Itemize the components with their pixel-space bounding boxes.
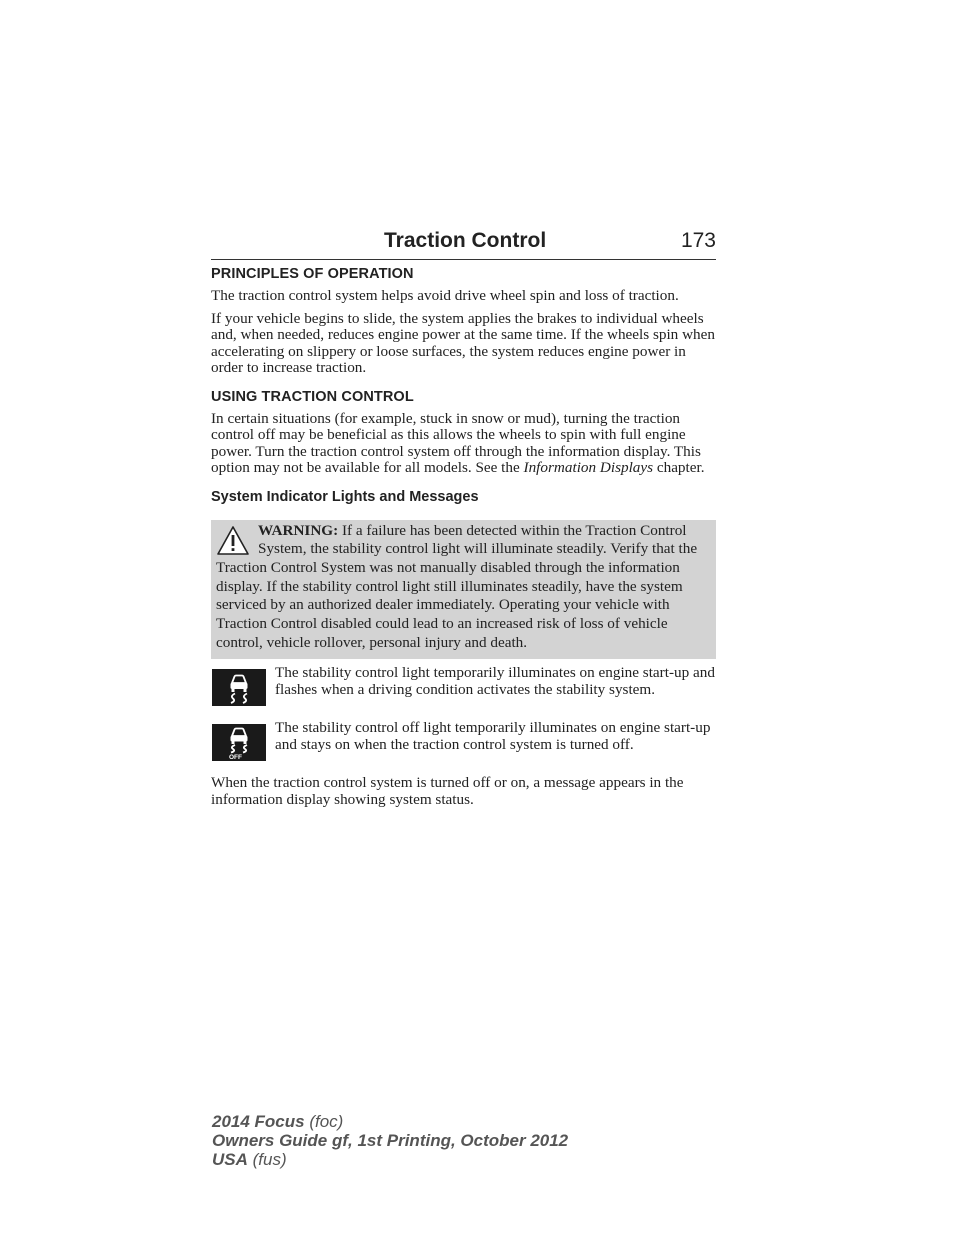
off-icon-label: OFF (229, 754, 242, 762)
principles-paragraph-2: If your vehicle begins to slide, the system applies the brakes to individual wheels and, when needed, reduces engine power at the same time. If the wheels spin when accelerating on slippery or loose surfaces, the system reduces engine power in order to increase traction. (211, 309, 715, 376)
principles-heading: PRINCIPLES OF OPERATION (211, 266, 414, 282)
warning-label: WARNING: (258, 521, 339, 539)
warning-triangle-icon (216, 524, 250, 558)
stability-light-text: The stability control light temporarily illuminates on engine start-up and flashes when a driving condition activates the stability system. (275, 664, 715, 698)
warning-text: If a failure has been detected within the Traction Control System, the stability control light will illuminate steadily. Verify that the Traction Control System was not manually disabled through the information display. If the stability control light still illuminates steadily, have the system serviced by an authorized dealer immediately. Operating your vehicle with Traction Control disabled could lead to an increased risk of loss of vehicle control, vehicle rollover, personal injury and death. (216, 521, 698, 651)
indicator-row (211, 720, 716, 770)
indicators-heading: System Indicator Lights and Messages (211, 488, 479, 505)
using-paragraph (211, 411, 716, 477)
page-header (211, 229, 716, 260)
footer-model-code: (foc) (304, 1112, 344, 1131)
information-displays-reference: Information Displays (523, 459, 654, 476)
stability-control-off-icon (212, 724, 266, 761)
warning-box (211, 520, 716, 660)
footer-edition: Owners Guide gf, 1st Printing, October 2012 (212, 1131, 569, 1150)
page-title: Traction Control (384, 229, 547, 252)
page-footer (212, 1112, 568, 1169)
footer-model: 2014 Focus (212, 1112, 305, 1131)
using-text-start: In certain situations (for example, stuck in snow or mud), turning the traction control off may be beneficial as this allows the wheels to spin with full engine power. Turn the traction control system off through the information display. This option may not be available for all models. See the (211, 409, 701, 476)
page-number: 173 (680, 229, 716, 252)
indicator-row (211, 665, 716, 715)
stability-control-icon (212, 669, 266, 706)
footer-market-code: (fus) (247, 1150, 287, 1169)
stability-off-light-text: The stability control off light temporarily illuminates on engine start-up and stays on when the traction control system is turned off. (275, 719, 711, 753)
page-content (211, 266, 716, 814)
principles-paragraph-1: The traction control system helps avoid drive wheel spin and loss of traction. (211, 287, 679, 304)
using-heading: USING TRACTION CONTROL (211, 388, 414, 405)
footer-market: USA (212, 1150, 248, 1169)
using-text-end: chapter. (653, 459, 705, 476)
closing-paragraph: When the traction control system is turned off or on, a message appears in the information display showing system status. (211, 774, 684, 808)
